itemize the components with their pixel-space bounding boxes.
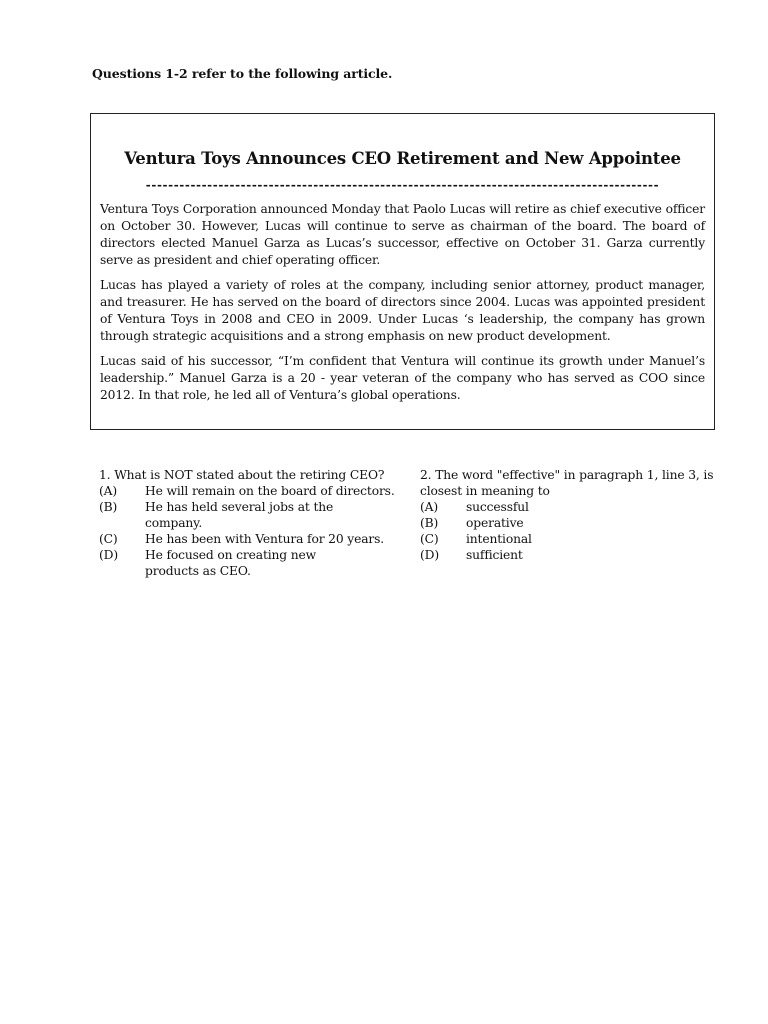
question-1	[99, 467, 399, 579]
option-letter: (C)	[99, 532, 118, 546]
question-1-option-a[interactable]	[99, 483, 399, 499]
question-2-option-d[interactable]	[420, 547, 716, 563]
option-text: sufficient	[466, 548, 523, 562]
option-text: operative	[466, 516, 524, 530]
question-1-prompt: 1. What is NOT stated about the retiring CEO?	[99, 468, 385, 482]
article-divider: --------------------------------------------------------------------------------------------	[145, 178, 660, 192]
option-text: intentional	[466, 532, 532, 546]
option-letter: (B)	[99, 500, 118, 514]
option-text: He has held several jobs at the company.	[145, 500, 334, 530]
question-1-option-b[interactable]	[99, 499, 399, 531]
option-letter: (B)	[420, 516, 439, 530]
article-headline: Ventura Toys Announces CEO Retirement and New Appointee	[124, 149, 681, 168]
question-2-option-b[interactable]	[420, 515, 716, 531]
question-1-option-d[interactable]	[99, 547, 399, 579]
option-text: successful	[466, 500, 529, 514]
option-text: He has been with Ventura for 20 years.	[145, 532, 385, 546]
option-text: He focused on creating new products as CEO.	[145, 548, 317, 578]
question-1-option-c[interactable]	[99, 531, 399, 547]
question-2-option-a[interactable]	[420, 499, 716, 515]
option-letter: (D)	[420, 548, 440, 562]
option-letter: (D)	[99, 548, 119, 562]
option-letter: (C)	[420, 532, 439, 546]
option-letter: (A)	[420, 500, 439, 514]
article-paragraph-3: Lucas said of his successor, “I’m confident that Ventura will continue its growth under Manuel’s leadership.” Manuel Garza is a 20 - year veteran of the company who has served as COO since 2012. In that role, he led all of Ventura’s global operations.	[100, 354, 705, 402]
instructions-heading: Questions 1-2 refer to the following article.	[92, 66, 393, 81]
option-text: He will remain on the board of directors.	[145, 484, 395, 498]
article-paragraph-2: Lucas has played a variety of roles at the company, including senior attorney, product manager, and treasurer. He has served on the board of directors since 2004. Lucas was appointed president of Ventura Toys in 2008 and CEO in 2009. Under Lucas ‘s leadership, the company has grown through strategic acquisitions and a strong emphasis on new product development.	[100, 278, 705, 343]
article-box	[90, 113, 715, 430]
question-2	[420, 467, 716, 563]
article-paragraph-1: Ventura Toys Corporation announced Monday that Paolo Lucas will retire as chief executive officer on October 30. However, Lucas will continue to serve as chairman of the board. The board of directors elected Manuel Garza as Lucas’s successor, effective on October 31. Garza currently serve as president and chief operating officer.	[100, 202, 705, 267]
question-2-prompt: 2. The word "effective" in paragraph 1, line 3, is closest in meaning to	[420, 468, 714, 498]
question-2-option-c[interactable]	[420, 531, 716, 547]
option-letter: (A)	[99, 484, 118, 498]
